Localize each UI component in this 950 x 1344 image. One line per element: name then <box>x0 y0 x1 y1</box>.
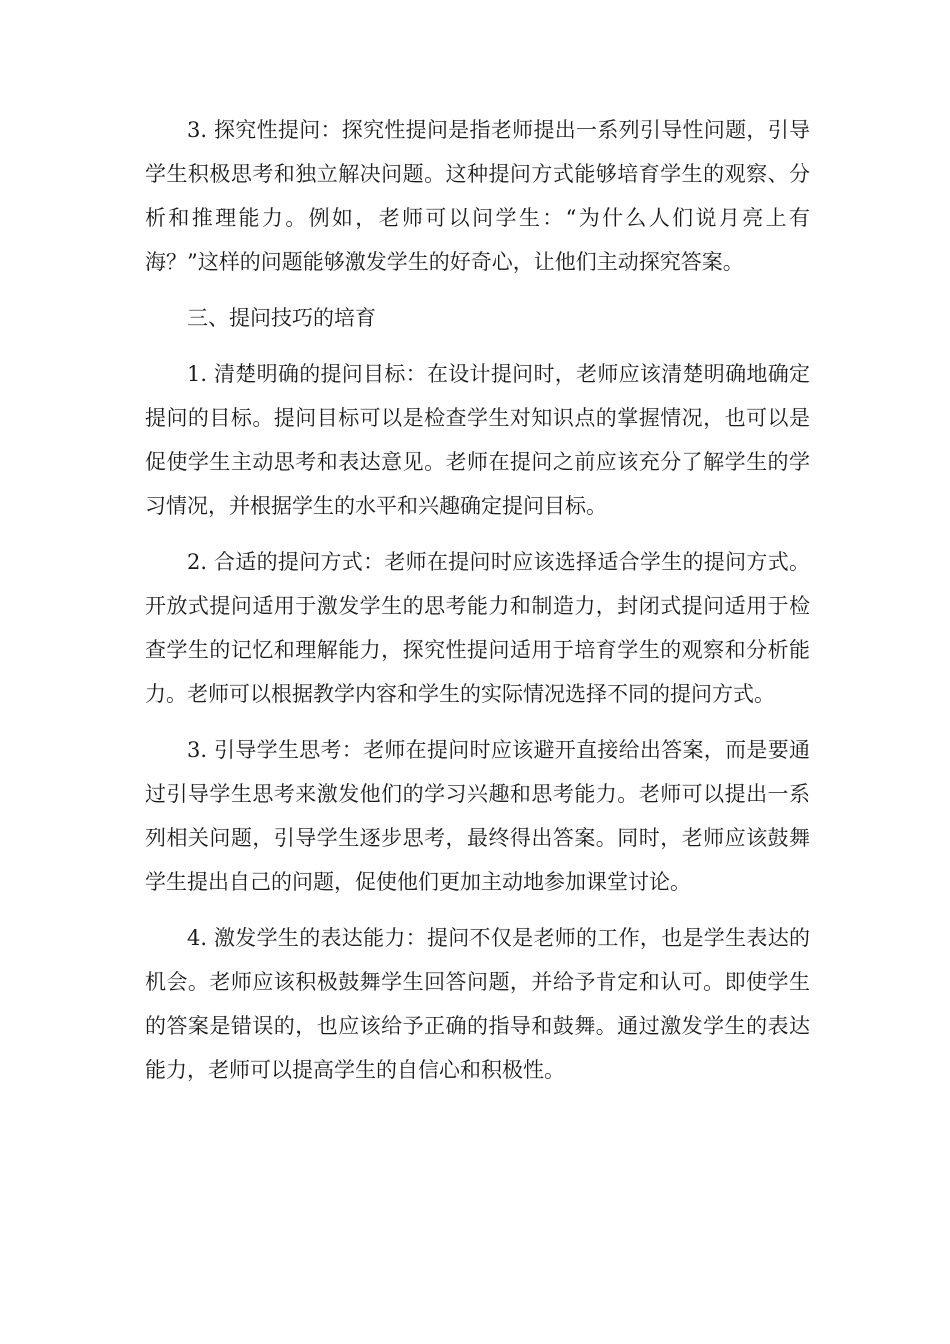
paragraph-expression-ability: 4. 激发学生的表达能力：提问不仅是老师的工作，也是学生表达的机会。老师应该积极鼓舞学生回答问题，并给予肯定和认可。即使学生的答案是错误的，也应该给予正确的指导和鼓舞。通过激发学生的表达能力，老师可以提高学生的自信心和积极性。 <box>145 926 810 1082</box>
section-heading-questioning-skills: 三、提问技巧的培育 <box>187 306 376 330</box>
paragraph-inquiry-questioning: 3. 探究性提问：探究性提问是指老师提出一系列引导性问题，引导学生积极思考和独立解决问题。这种提问方式能够培育学生的观察、分析和推理能力。例如，老师可以问学生：“为什么人们说月亮上有海？”这样的问题能够激发学生的好奇心，让他们主动探究答案。 <box>145 118 810 274</box>
paragraph-suitable-methods: 2. 合适的提问方式：老师在提问时应该选择适合学生的提问方式。开放式提问适用于激发学生的思考能力和制造力，封闭式提问适用于检查学生的记忆和理解能力，探究性提问适用于培育学生的观察和分析能力。老师可以根据教学内容和学生的实际情况选择不同的提问方式。 <box>145 550 810 706</box>
document-body <box>145 108 810 1104</box>
paragraph-clear-goals: 1. 清楚明确的提问目标：在设计提问时，老师应该清楚明确地确定提问的目标。提问目标可以是检查学生对知识点的掌握情况，也可以是促使学生主动思考和表达意见。老师在提问之前应该充分了解学生的学习情况，并根据学生的水平和兴趣确定提问目标。 <box>145 362 810 518</box>
paragraph-guide-thinking: 3. 引导学生思考：老师在提问时应该避开直接给出答案，而是要通过引导学生思考来激发他们的学习兴趣和思考能力。老师可以提出一系列相关问题，引导学生逐步思考，最终得出答案。同时，老师应该鼓舞学生提出自己的问题，促使他们更加主动地参加课堂讨论。 <box>145 738 810 894</box>
